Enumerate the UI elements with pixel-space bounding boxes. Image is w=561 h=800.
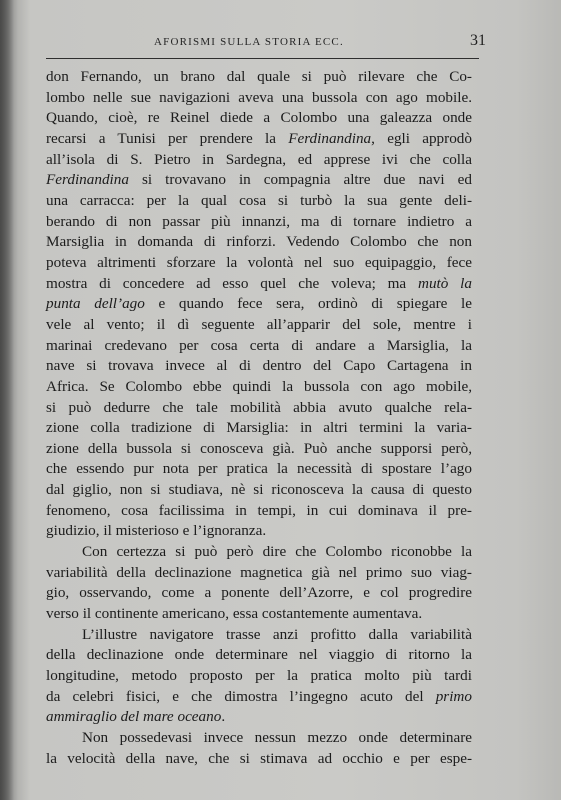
header-rule bbox=[46, 58, 479, 59]
text-line: poteva altrimenti sforzare la volontà nel suo equipaggio, fece bbox=[46, 253, 472, 271]
text-line: don Fernando, un brano dal quale si può rilevare che Co- bbox=[46, 68, 472, 85]
text-line: lombo nelle sue navigazioni aveva una bussola con ago mobile. bbox=[46, 88, 472, 106]
text-line: vele al vento; il dì seguente all’apparir del sole, mentre i bbox=[46, 315, 472, 333]
text-line: all’isola di S. Pietro in Sardegna, ed apprese ivi che colla bbox=[46, 150, 472, 168]
text-line bbox=[46, 129, 472, 150]
italic-text-run: punta dell’ago bbox=[46, 295, 145, 313]
italic-text-run: ammiraglio del mare oceano bbox=[46, 708, 222, 726]
text-line: variabilità della declinazione magnetica già nel primo suo viag- bbox=[46, 563, 472, 581]
text-run: e quando fece sera, ordinò di spiegare le bbox=[144, 295, 472, 313]
italic-text-run: primo bbox=[435, 687, 472, 705]
body-text bbox=[46, 67, 472, 769]
italic-text-run: Ferdinandina bbox=[288, 129, 372, 147]
text-line: dal giglio, non si studiava, nè si riconosceva la causa di questo bbox=[46, 481, 472, 499]
text-line bbox=[46, 707, 472, 728]
text-line: una carracca: per la qual cosa si turbò la sua gente deli- bbox=[46, 191, 472, 209]
italic-text-run: Ferdinandina bbox=[46, 171, 129, 189]
text-line: nave si trovava invece al di dentro del Capo Cartagena in bbox=[46, 357, 472, 375]
text-line: longitudine, metodo proposto per la pratica molto più tardi bbox=[46, 667, 472, 685]
text-run: . bbox=[221, 708, 226, 726]
text-line: zione della bussola si conosceva già. Può anche supporsi però, bbox=[46, 439, 472, 457]
text-line: gio, osservando, come a ponente dell’Azorre, e col progredire bbox=[46, 584, 472, 602]
text-line: si può dedurre che tale mobilità abbia avuto qualche rela- bbox=[46, 398, 472, 416]
text-run: mostra di concedere ad esso quel che voleva; ma bbox=[46, 274, 418, 292]
text-line: Quando, cioè, re Reinel diede a Colombo una galeazza onde bbox=[46, 109, 472, 127]
text-line: marinai credevano per cosa certa di andare a Marsiglia, la bbox=[46, 336, 472, 354]
text-line: L’illustre navigatore trasse anzi profitto dalla variabilità bbox=[82, 625, 472, 643]
text-run: da celebri fisici, e che dimostra l’ingegno acuto del bbox=[46, 687, 436, 705]
text-line: giudizio, il misterioso e l’ignoranza. bbox=[46, 522, 267, 540]
text-line: zione colla tradizione di Marsiglia: in altri termini la varia- bbox=[46, 419, 472, 437]
page-header bbox=[46, 30, 486, 56]
text-line: berando di non passar più innanzi, ma di tornare indietro a bbox=[46, 212, 472, 230]
text-line: Marsiglia in domanda di rinforzi. Vedendo Colombo che non bbox=[46, 233, 472, 251]
text-line bbox=[46, 294, 472, 315]
text-line: fenomeno, cosa facilissima in tempi, in cui dominava il pre- bbox=[46, 501, 472, 519]
text-line: la velocità della nave, che si stimava ad occhio e per espe- bbox=[46, 749, 472, 767]
running-head: AFORISMI SULLA STORIA ECC. bbox=[154, 36, 344, 48]
text-run: si trovavano in compagnia altre due navi ed bbox=[128, 171, 472, 189]
text-run: , egli approdò bbox=[371, 129, 472, 147]
page-number: 31 bbox=[470, 32, 486, 49]
text-line: della declinazione onde determinare nel viaggio di ritorno la bbox=[46, 646, 472, 664]
text-line bbox=[46, 170, 472, 191]
text-run: recarsi a Tunisi per prendere la bbox=[46, 129, 289, 147]
text-line: Non possedevasi invece nessun mezzo onde determinare bbox=[82, 729, 472, 746]
text-line: Africa. Se Colombo ebbe quindi la bussola con ago mobile, bbox=[46, 377, 472, 395]
italic-text-run: mutò la bbox=[417, 274, 472, 292]
text-line bbox=[46, 274, 472, 295]
text-line: che essendo pur nota per pratica la necessità di spostare l’ago bbox=[46, 460, 472, 478]
text-line: verso il continente americano, essa costantemente aumentava. bbox=[46, 605, 423, 623]
text-line: Con certezza si può però dire che Colombo riconobbe la bbox=[82, 543, 472, 561]
text-line bbox=[46, 687, 472, 708]
